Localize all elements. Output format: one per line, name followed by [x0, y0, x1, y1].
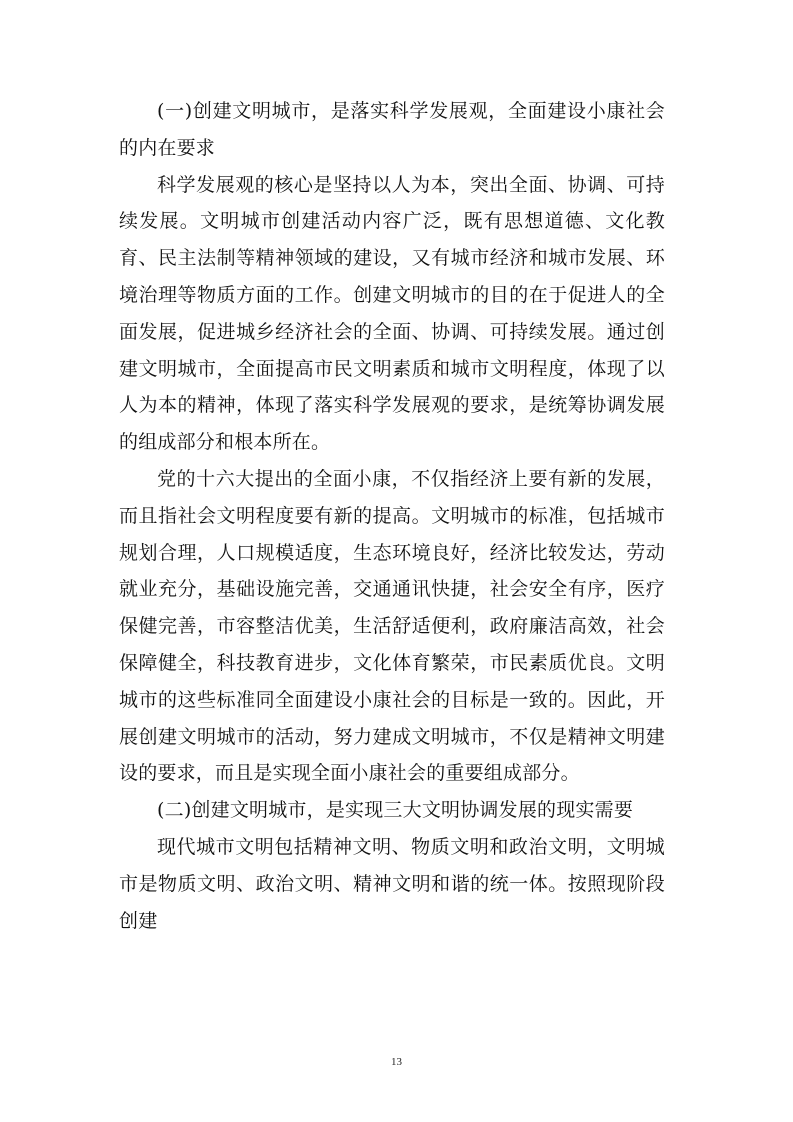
page-number: 13 — [391, 1056, 402, 1068]
paragraph: 党的十六大提出的全面小康，不仅指经济上要有新的发展，而且指社会文明程度要有新的提高。文明城市的标准，包括城市规划合理，人口规模适度，生态环境良好，经济比较发达，劳动就业充分，基础设施完善，交通通讯快捷，社会安全有序，医疗保健完善，市容整洁优美，生活舒适便利，政府廉洁高效，社会保障健全，科技教育进步，文化体育繁荣，市民素质优良。文明城市的这些标准同全面建设小康社会的目标是一致的。因此，开展创建文明城市的活动，努力建成文明城市，不仅是精神文明建设的要求，而且是实现全面小康社会的重要组成部分。 — [119, 467, 665, 785]
paragraph: 现代城市文明包括精神文明、物质文明和政治文明，文明城市是物质文明、政治文明、精神文明和谐的统一体。按照现阶段创建 — [119, 835, 665, 932]
section-heading-2: (二)创建文明城市，是实现三大文明协调发展的现实需要 — [157, 799, 634, 822]
paragraph: 科学发展观的核心是坚持以人为本，突出全面、协调、可持续发展。文明城市创建活动内容广泛，既有思想道德、文化教育、民主法制等精神领域的建设，又有城市经济和城市发展、环境治理等物质方面的工作。创建文明城市的目的在于促进人的全面发展，促进城乡经济社会的全面、协调、可持续发展。通过创建文明城市，全面提高市民文明素质和城市文明程度，体现了以人为本的精神，体现了落实科学发展观的要求，是统筹协调发展的组成部分和根本所在。 — [119, 173, 665, 454]
section-heading-1: (一)创建文明城市，是落实科学发展观，全面建设小康社会的内在要求 — [119, 100, 665, 159]
page-body — [119, 93, 665, 939]
